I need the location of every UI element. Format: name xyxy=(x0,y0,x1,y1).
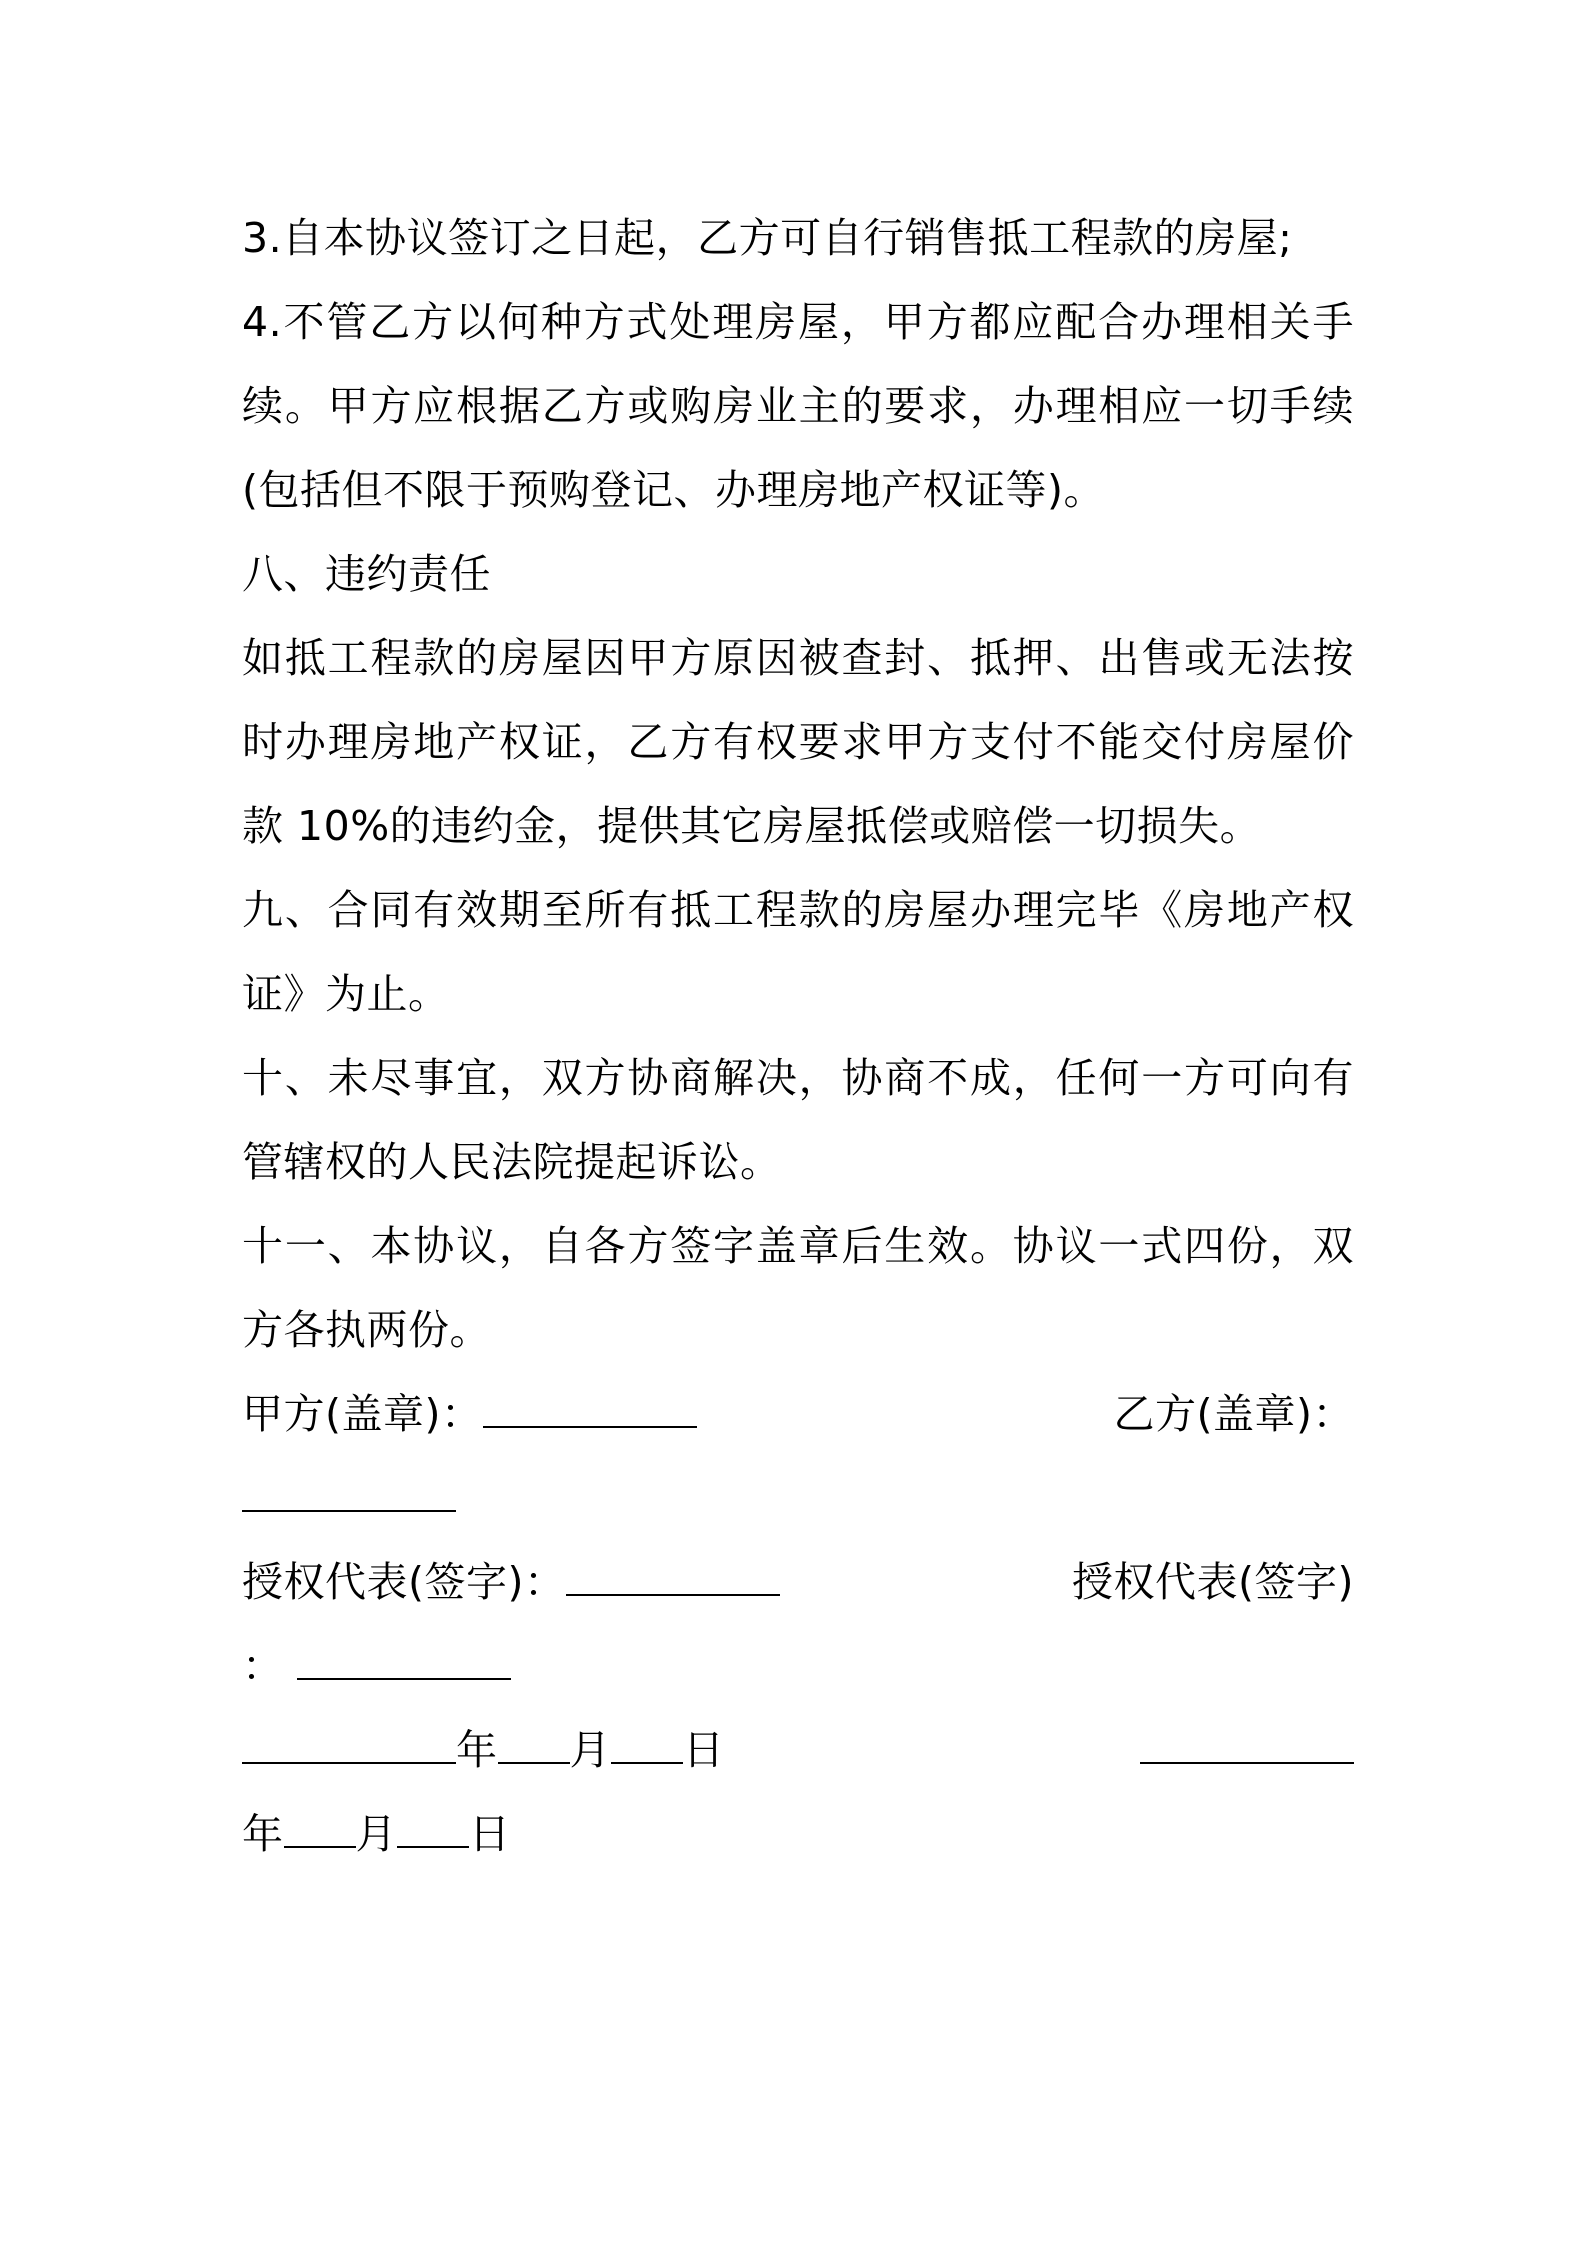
date-b-year-label: 年 xyxy=(242,1810,284,1858)
date-b-day-blank xyxy=(397,1816,469,1848)
rep-b-label: 授权代表(签字) xyxy=(1072,1558,1354,1606)
date-a-year-label: 年 xyxy=(456,1726,498,1774)
party-a-seal xyxy=(242,1372,697,1456)
signature-row-rep-b-blank xyxy=(242,1624,1354,1708)
rep-b-colon: ： xyxy=(242,1642,284,1690)
rep-b-blank xyxy=(297,1648,511,1680)
rep-a-label: 授权代表(签字)： xyxy=(242,1558,566,1606)
party-b-seal xyxy=(1114,1372,1355,1456)
clause-line-14: 方各执两份。 xyxy=(242,1306,491,1354)
clause-line-1: 3.自本协议签订之日起，乙方可自行销售抵工程款的房屋; xyxy=(242,214,1293,262)
party-a-label: 甲方(盖章)： xyxy=(242,1390,483,1438)
date-b-day-label: 日 xyxy=(469,1810,511,1858)
document-body xyxy=(242,196,1354,1876)
rep-a-signature xyxy=(242,1540,780,1624)
signature-row-reps xyxy=(242,1540,1354,1624)
clause-line-8: 款 10%的违约金，提供其它房屋抵偿或赔偿一切损失。 xyxy=(242,802,1262,850)
clause-line-4: (包括但不限于预购登记、办理房地产权证等)。 xyxy=(242,466,1105,514)
party-a-blank xyxy=(483,1396,697,1428)
date-b-year-blank xyxy=(1140,1732,1354,1764)
date-b xyxy=(242,1792,511,1876)
date-a-day-label: 日 xyxy=(683,1726,725,1774)
date-b-month-label: 月 xyxy=(355,1810,397,1858)
signature-row-date-b xyxy=(242,1792,1354,1876)
rep-a-blank xyxy=(566,1564,780,1596)
clause-line-13: 十一、本协议，自各方签字盖章后生效。协议一式四份，双 xyxy=(242,1222,1354,1270)
date-b-year-blank-wrap xyxy=(1140,1708,1354,1792)
date-a-month-label: 月 xyxy=(569,1726,611,1774)
date-b-month-blank xyxy=(284,1816,356,1848)
date-a-day-blank xyxy=(611,1732,683,1764)
signature-row-parties xyxy=(242,1372,1354,1456)
clause-line-11: 十、未尽事宜，双方协商解决，协商不成，任何一方可向有 xyxy=(242,1054,1354,1102)
signature-row-dates xyxy=(242,1708,1354,1792)
section-heading-breach: 八、违约责任 xyxy=(242,550,491,598)
rep-b-signature xyxy=(1072,1540,1354,1624)
date-a-month-blank xyxy=(498,1732,570,1764)
date-a-year-blank xyxy=(242,1732,456,1764)
rep-b-blank-wrap xyxy=(242,1624,511,1708)
clause-line-6: 如抵工程款的房屋因甲方原因被查封、抵押、出售或无法按 xyxy=(242,634,1354,682)
clause-line-7: 时办理房地产权证，乙方有权要求甲方支付不能交付房屋价 xyxy=(242,718,1354,766)
signature-row-party-b-blank xyxy=(242,1456,1354,1540)
clause-line-9: 九、合同有效期至所有抵工程款的房屋办理完毕《房地产权 xyxy=(242,886,1354,934)
party-b-label: 乙方(盖章)： xyxy=(1113,1390,1354,1438)
party-b-blank-wrap xyxy=(242,1456,456,1540)
party-b-blank xyxy=(242,1480,456,1512)
clause-line-10: 证》为止。 xyxy=(242,970,450,1018)
clause-line-2: 4.不管乙方以何种方式处理房屋，甲方都应配合办理相关手 xyxy=(242,298,1354,346)
date-a xyxy=(242,1708,725,1792)
clause-line-3: 续。甲方应根据乙方或购房业主的要求，办理相应一切手续 xyxy=(242,382,1354,430)
clause-line-12: 管辖权的人民法院提起诉讼。 xyxy=(242,1138,782,1186)
